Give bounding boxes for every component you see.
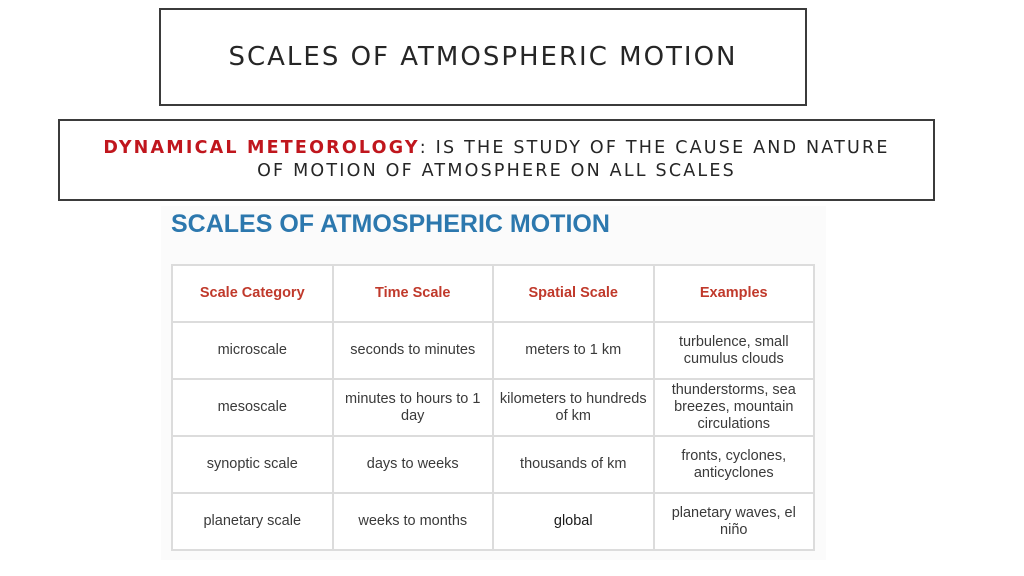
table-row: [172, 436, 814, 493]
header-scale-category: Scale Category: [172, 265, 333, 322]
header-examples: Examples: [654, 265, 815, 322]
cell-scale-category: planetary scale: [172, 493, 333, 550]
table-row: [172, 493, 814, 550]
definition-term: DYNAMICAL METEOROLOGY: [103, 138, 420, 158]
scales-table: [171, 264, 815, 551]
cell-time-scale: seconds to minutes: [333, 322, 494, 379]
cell-scale-category: synoptic scale: [172, 436, 333, 493]
cell-spatial-scale: kilometers to hundreds of km: [493, 379, 654, 436]
table-row: [172, 379, 814, 436]
table-row: [172, 322, 814, 379]
cell-examples: turbulence, small cumulus clouds: [654, 322, 815, 379]
slide-title-box: [159, 8, 807, 106]
definition-box: [58, 119, 935, 201]
cell-time-scale: minutes to hours to 1 day: [333, 379, 494, 436]
cell-time-scale: days to weeks: [333, 436, 494, 493]
cell-examples: thunderstorms, sea breezes, mountain circulations: [654, 379, 815, 436]
cell-spatial-scale: thousands of km: [493, 436, 654, 493]
cell-time-scale: weeks to months: [333, 493, 494, 550]
cell-scale-category: mesoscale: [172, 379, 333, 436]
cell-examples: fronts, cyclones, anticyclones: [654, 436, 815, 493]
definition-text: [97, 137, 897, 183]
definition-body: : IS THE STUDY OF THE CAUSE AND NATURE OF MOTION OF ATMOSPHERE ON ALL SCALES: [257, 138, 890, 181]
cell-spatial-scale: global: [493, 493, 654, 550]
table-header-row: [172, 265, 814, 322]
cell-scale-category: microscale: [172, 322, 333, 379]
scales-table-figure: [161, 206, 826, 560]
cell-examples: planetary waves, el niño: [654, 493, 815, 550]
figure-title: SCALES OF ATMOSPHERIC MOTION: [171, 210, 610, 238]
cell-spatial-scale: meters to 1 km: [493, 322, 654, 379]
slide-title: SCALES OF ATMOSPHERIC MOTION: [228, 42, 738, 72]
header-time-scale: Time Scale: [333, 265, 494, 322]
header-spatial-scale: Spatial Scale: [493, 265, 654, 322]
